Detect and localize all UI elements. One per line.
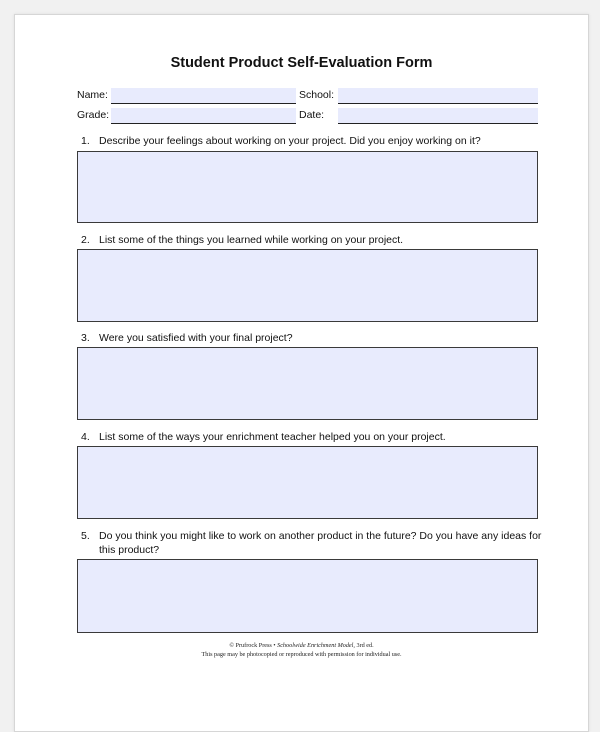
footer-copyright	[15, 642, 588, 649]
school-field[interactable]	[338, 88, 538, 104]
question-number: 2.	[81, 234, 90, 246]
answer-box-3[interactable]	[77, 347, 538, 420]
answer-box-1[interactable]	[77, 151, 538, 223]
question-number: 3.	[81, 332, 90, 344]
grade-label: Grade:	[77, 109, 110, 121]
name-school-row	[77, 88, 552, 104]
grade-date-row	[77, 108, 552, 124]
grade-field[interactable]	[111, 108, 296, 124]
question-number: 4.	[81, 431, 90, 443]
question-text: List some of the ways your enrichment teacher helped you on your project.	[99, 431, 446, 443]
footer-permission: This page may be photocopied or reproduced with permission for individual use.	[201, 651, 402, 658]
question-number: 5.	[81, 530, 90, 542]
answer-box-2[interactable]	[77, 249, 538, 322]
name-label: Name:	[77, 89, 108, 101]
footer-book-title: Schoolwide Enrichment Model,	[277, 642, 355, 649]
form-title: Student Product Self-Evaluation Form	[170, 55, 433, 71]
footer-copyright-prefix: © Prufrock Press •	[229, 642, 278, 649]
question-text: Do you think you might like to work on another product in the future? Do you have any ideas for this product?	[99, 530, 542, 556]
name-field[interactable]	[111, 88, 296, 104]
school-label: School:	[299, 89, 335, 101]
form-page	[14, 14, 589, 732]
date-field[interactable]	[338, 108, 538, 124]
question-number: 1.	[81, 135, 90, 147]
question-text: Describe your feelings about working on your project. Did you enjoy working on it?	[99, 135, 481, 147]
footer-edition: 3rd ed.	[354, 642, 374, 649]
date-label: Date:	[299, 109, 325, 121]
answer-box-4[interactable]	[77, 446, 538, 519]
question-text: List some of the things you learned while working on your project.	[99, 234, 404, 246]
answer-box-5[interactable]	[77, 559, 538, 633]
question-text: Were you satisfied with your final project?	[99, 332, 293, 344]
